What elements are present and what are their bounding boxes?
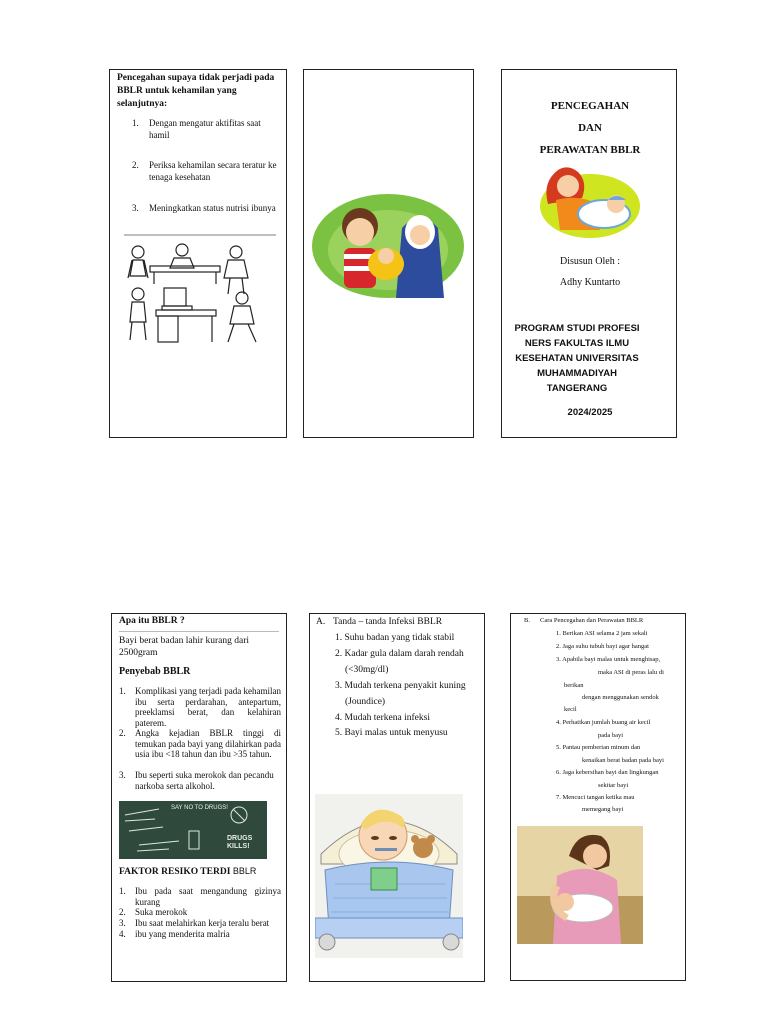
sick-baby-in-bed-illustration <box>315 794 463 958</box>
list-item: 2. Suka merokok <box>119 907 188 917</box>
list-item-continuation: (Joundice) <box>345 697 386 707</box>
list-item: 5. Pantau pemberian minum dan <box>556 744 641 751</box>
author-label: Disusun Oleh : <box>560 256 620 267</box>
list-item-continuation: kecil <box>564 706 577 713</box>
list-item: 7. Mencuci tangan ketika mau <box>556 794 635 801</box>
list-item: 3. Mudah terkena penyakit kuning <box>335 681 466 691</box>
list-item: 3. Apabila bayi malas untuk menghisap, <box>556 656 661 663</box>
cover-title-line3: PERAWATAN BBLR <box>539 144 641 156</box>
list-item: 2. Angka kejadian BBLR tinggi di temukan pada bayi yang dilahirkan pada usia ibu <18 tahun dan ibu >35 tahun. <box>119 728 281 759</box>
list-item-continuation: kenaikan berat badan pada bayi <box>582 757 664 764</box>
section-heading: B. Cara Pencegahan dan Perawatan BBLR <box>524 617 644 624</box>
list-item: 2. Periksa kehamilan secara teratur ke tenaga kesehatan <box>132 160 277 182</box>
panel-infection-signs <box>309 613 485 982</box>
mother-holding-baby-illustration <box>538 164 642 240</box>
list-item-continuation: berikan <box>564 682 584 689</box>
panel-what-is-bblr <box>111 613 287 982</box>
list-item-continuation: dengan menggunakan sendok <box>582 694 659 701</box>
list-item: 5. Bayi malas untuk menyusu <box>335 728 448 738</box>
list-item-continuation: pada bayi <box>598 732 624 739</box>
list-item: 3. Meningkatkan status nutrisi ibunya <box>132 203 276 213</box>
bblr-definition: Bayi berat badan lahir kurang dari 2500gram <box>119 636 250 658</box>
cover-title-line1: PENCEGAHAN <box>550 100 630 112</box>
panel-prevention-next-pregnancy <box>109 69 287 438</box>
list-item-continuation: (<30mg/dl) <box>345 665 389 675</box>
mother-breastfeeding-illustration <box>517 826 643 944</box>
panel-prevention-and-care <box>510 613 686 981</box>
list-item: 4. Perhatikan jumlah buang air kecil <box>556 719 651 726</box>
family-with-baby-illustration <box>310 188 466 300</box>
section-heading: A. Tanda – tanda Infeksi BBLR <box>316 617 443 627</box>
list-item-continuation: maka ASI di peras lalu di <box>598 669 664 676</box>
daily-activities-illustration <box>124 232 276 346</box>
list-item: 4. Mudah terkena infeksi <box>335 713 430 723</box>
author-name: Adhy Kuntarto <box>559 277 621 288</box>
academic-year: 2024/2025 <box>567 407 613 418</box>
cause-heading: Penyebab BBLR <box>119 666 191 677</box>
panel-family-illustration <box>303 69 474 438</box>
risk-factor-heading: FAKTOR RESIKO TERDI BBLR <box>119 866 257 877</box>
panel-cover <box>501 69 677 438</box>
list-item-continuation: memegang bayi <box>582 806 624 813</box>
panel1-intro: Pencegahan supaya tidak perjadi pada BBLR untuk kehamilan yang selanjutnya: <box>117 73 275 109</box>
list-item: 6. Jaga kebersihan bayi dan lingkungan <box>556 769 659 776</box>
say-no-to-drugs-chalkboard: SAY NO TO DRUGS! DRUGS KILLS! <box>119 801 267 859</box>
list-item: 1. Komplikasi yang terjadi pada kehamilan ibu serta perdarahan, antepartum, preeklamsi berat, dan kelahiran paterem. <box>119 686 281 728</box>
list-item: 2. Kadar gula dalam darah rendah <box>335 649 464 659</box>
list-item: 3. Ibu saat melahirkan kerja teralu berat <box>119 918 270 928</box>
list-item: 1. Dengan mengatur aktifitas saat hamil <box>132 118 261 140</box>
list-item: 3. Ibu seperti suka merokok dan pecandu narkoba serta alkohol. <box>119 770 274 791</box>
institution-name: PROGRAM STUDI PROFESI NERS FAKULTAS ILMU KESEHATAN UNIVERSITAS MUHAMMADIYAH TANGERANG <box>514 323 640 394</box>
list-item-continuation: sekitar bayi <box>598 782 629 789</box>
list-item: 1. Ibu pada saat mengandung gizinya kurang <box>119 886 281 907</box>
list-item: 4. ibu yang menderita malria <box>119 929 230 939</box>
list-item: 2. Jaga suhu tubuh bayi agar hangat <box>556 643 649 650</box>
list-item: 1. Berikan ASI selama 2 jam sekali <box>556 630 648 637</box>
cover-title-line2: DAN <box>578 122 602 134</box>
section-heading: Apa itu BBLR ? <box>119 616 185 626</box>
list-item: 1. Suhu badan yang tidak stabil <box>335 633 455 643</box>
